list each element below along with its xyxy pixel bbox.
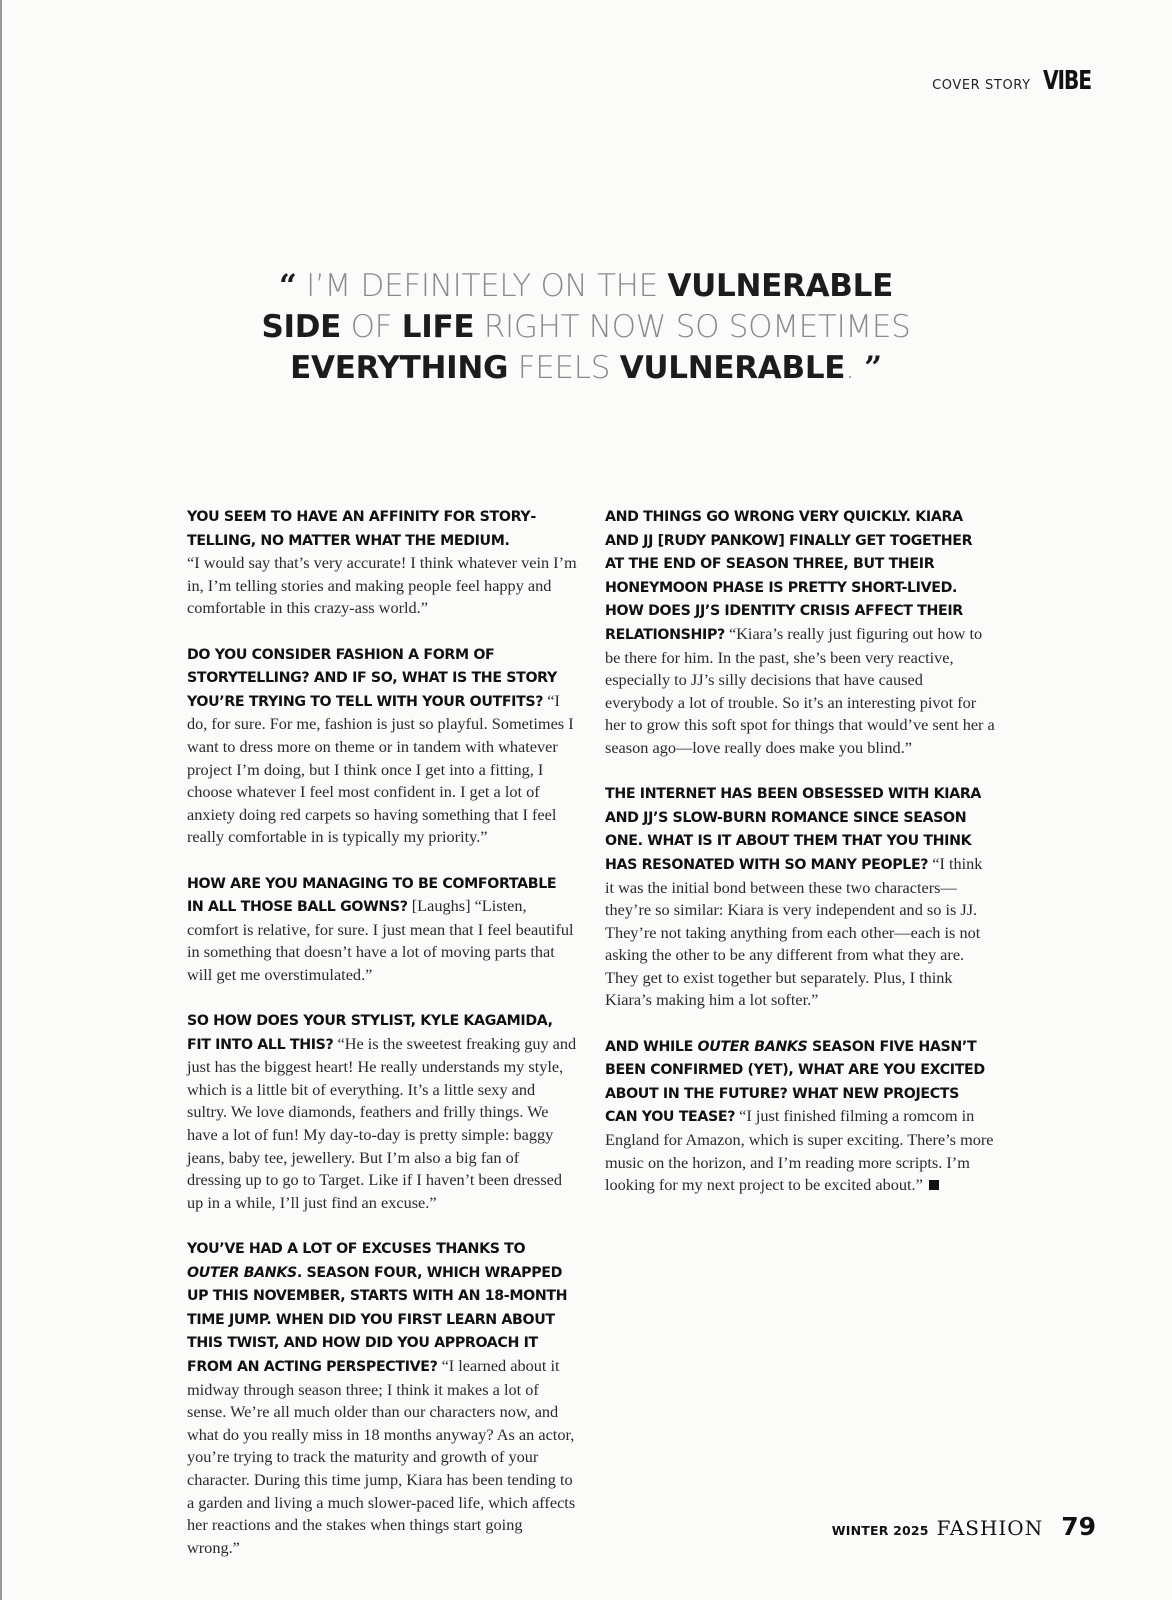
interview-question	[605, 786, 981, 873]
interview-answer: “I learned about it midway through season three; I think it makes a lot of sense. We’re all much older than our characters now, and what do you really miss in 18 months anyway? As an actor, you’re trying to track the maturity and growth of your character. During this time jump, Kiara has been tending to a garden and living a much slower-paced life, which affects her reactions and the stakes when things start going wrong.”	[187, 1355, 576, 1557]
question-text: HOW ARE YOU MANAGING TO BE COMFORTABLE IN ALL THOSE BALL GOWNS?	[187, 875, 557, 916]
question-text: SO HOW DOES YOUR STYLIST, KYLE KAGAMIDA, FIT INTO ALL THIS?	[187, 1013, 553, 1053]
interview-answer: “I would say that’s very accurate! I think whatever vein I’m in, I’m telling stories and making people feel happy and comfortable in this crazy-ass world.”	[187, 553, 577, 618]
question-text: SEASON FIVE HASN’T BEEN CONFIRMED (YET), WHAT ARE YOU EXCITED ABOUT IN THE FUTURE? WHAT NEW PROJECTS CAN YOU TEASE?	[605, 1038, 985, 1126]
question-text: YOU’VE HAD A LOT OF EXCUSES THANKS TO	[187, 1241, 526, 1257]
question-text: YOU SEEM TO HAVE AN AFFINITY FOR STORYTELLING, NO MATTER WHAT THE MEDIUM.	[187, 509, 537, 549]
pull-quote-emphasis: SIDE	[261, 309, 342, 345]
question-text: . SEASON FOUR, WHICH WRAPPED UP THIS NOVEMBER, STARTS WITH AN 18-MONTH TIME JUMP. WHEN DID YOU FIRST LEARN ABOUT THIS TWIST, AND HOW DID YOU APPROACH IT FROM AN ACTING PERSPECTIVE?	[187, 1264, 568, 1375]
pull-quote-text: FEELS	[508, 350, 620, 386]
page-number: 79	[1061, 1512, 1096, 1541]
qa-block	[187, 1237, 577, 1559]
question-text: AND WHILE	[605, 1038, 698, 1055]
pull-quote-emphasis: LIFE	[401, 309, 475, 345]
interview-question	[187, 509, 536, 549]
interview-question	[187, 1241, 567, 1375]
question-text: AND THINGS GO WRONG VERY QUICKLY. KIARA AND JJ [RUDY PANKOW] FINALLY GET TOGETHER AT THE END OF SEASON THREE, BUT THEIR HONEYMOON PHASE IS PRETTY SHORT-LIVED. HOW DOES JJ’S IDENTITY CRISIS AFFECT THEIR RELATIONSHIP?	[605, 509, 973, 643]
open-quote-mark: “	[279, 268, 297, 304]
interview-question	[605, 509, 972, 643]
page-gutter-rule	[0, 0, 2, 1600]
pull-quote-text: .	[845, 350, 855, 386]
qa-block	[187, 643, 577, 849]
qa-block	[187, 1009, 577, 1214]
interview-answer: “I do, for sure. For me, fashion is just so playful. Sometimes I want to dress more on theme or in tandem with whatever project I’m doing, but I think once I get into a fitting, I choose whatever I feel most confident in. I get a lot of anxiety doing red carpets so having something that I feel really comfortable in is typically my priority.”	[187, 690, 574, 847]
question-text: DO YOU CONSIDER FASHION A FORM OF STORYTELLING? AND IF SO, WHAT IS THE STORY YOU’RE TRYING TO TELL WITH YOUR OUTFITS?	[187, 646, 557, 710]
qa-block	[187, 872, 577, 987]
pull-quote	[200, 266, 972, 389]
section-label: COVER STORY	[932, 78, 1031, 93]
interview-question	[187, 647, 557, 710]
qa-block	[605, 1035, 995, 1197]
qa-block	[187, 505, 577, 620]
show-title: OUTER BANKS	[187, 1264, 297, 1281]
qa-block	[605, 505, 995, 760]
page-footer	[832, 1512, 1096, 1541]
pull-quote-emphasis: VULNERABLE	[667, 268, 893, 304]
interview-answer: “I just finished filming a romcom in England for Amazon, which is super exciting. There’s more music on the horizon, and I’m reading more scripts. I’m looking for my next project to be excited about.”	[605, 1106, 994, 1195]
question-text: THE INTERNET HAS BEEN OBSESSED WITH KIARA AND JJ’S SLOW-BURN ROMANCE SINCE SEASON ONE. WHAT IS IT ABOUT THEM THAT YOU THINK HAS RESONATED WITH SO MANY PEOPLE?	[605, 786, 982, 873]
interview-answer: [Laughs] “Listen, comfort is relative, for sure. I just mean that I feel beautiful in something that doesn’t have a lot of moving parts that will get me overstimulated.”	[187, 896, 574, 984]
close-quote-mark: ”	[864, 350, 882, 386]
interview-answer: “He is the sweetest freaking guy and just has the biggest heart! He really understands my style, which is a little bit of everything. It’s a little sexy and sultry. We love diamonds, feathers and frilly things. We have a lot of fun! My day-to-day is pretty simple: baggy jeans, baby tee, jewellery. But I’m also a big fan of dressing up to go to Target. Like if I haven’t been dressed up in a while, I’ll just find an excuse.”	[187, 1033, 577, 1212]
interview-answer: “Kiara’s really just figuring out how to be there for him. In the past, she’s been very reactive, especially to JJ’s silly decisions that have caused everybody a lot of trouble. So it’s an interesting pivot for her to grow this soft spot for things that would’ve sent her a season ago—love really does make you blind.”	[605, 623, 995, 757]
pull-quote-emphasis: EVERYTHING	[290, 350, 509, 386]
section-header	[932, 66, 1096, 96]
pull-quote-text: I’M DEFINITELY ON THE	[306, 268, 668, 304]
article-column-right	[605, 505, 995, 1219]
qa-block	[605, 782, 995, 1012]
pull-quote-emphasis: VULNERABLE	[619, 350, 846, 386]
section-name: VIBE	[1042, 66, 1091, 96]
interview-answer: “I think it was the initial bond between these two characters—they’re so similar: Kiara is very independent and so is JJ. They’re not taking anything from each other—each is not asking the other to be any different from what they are. They get to exist together but separately. Plus, I think Kiara’s making him a lot softer.”	[605, 853, 983, 1010]
end-of-article-mark	[929, 1180, 939, 1190]
show-title: OUTER BANKS	[697, 1038, 808, 1055]
magazine-name: FASHION	[936, 1516, 1044, 1540]
article-column-left	[187, 505, 577, 1582]
pull-quote-text: RIGHT NOW SO SOMETIMES	[474, 309, 911, 345]
pull-quote-text: OF	[341, 309, 402, 345]
issue-date: WINTER 2025	[831, 1523, 929, 1538]
